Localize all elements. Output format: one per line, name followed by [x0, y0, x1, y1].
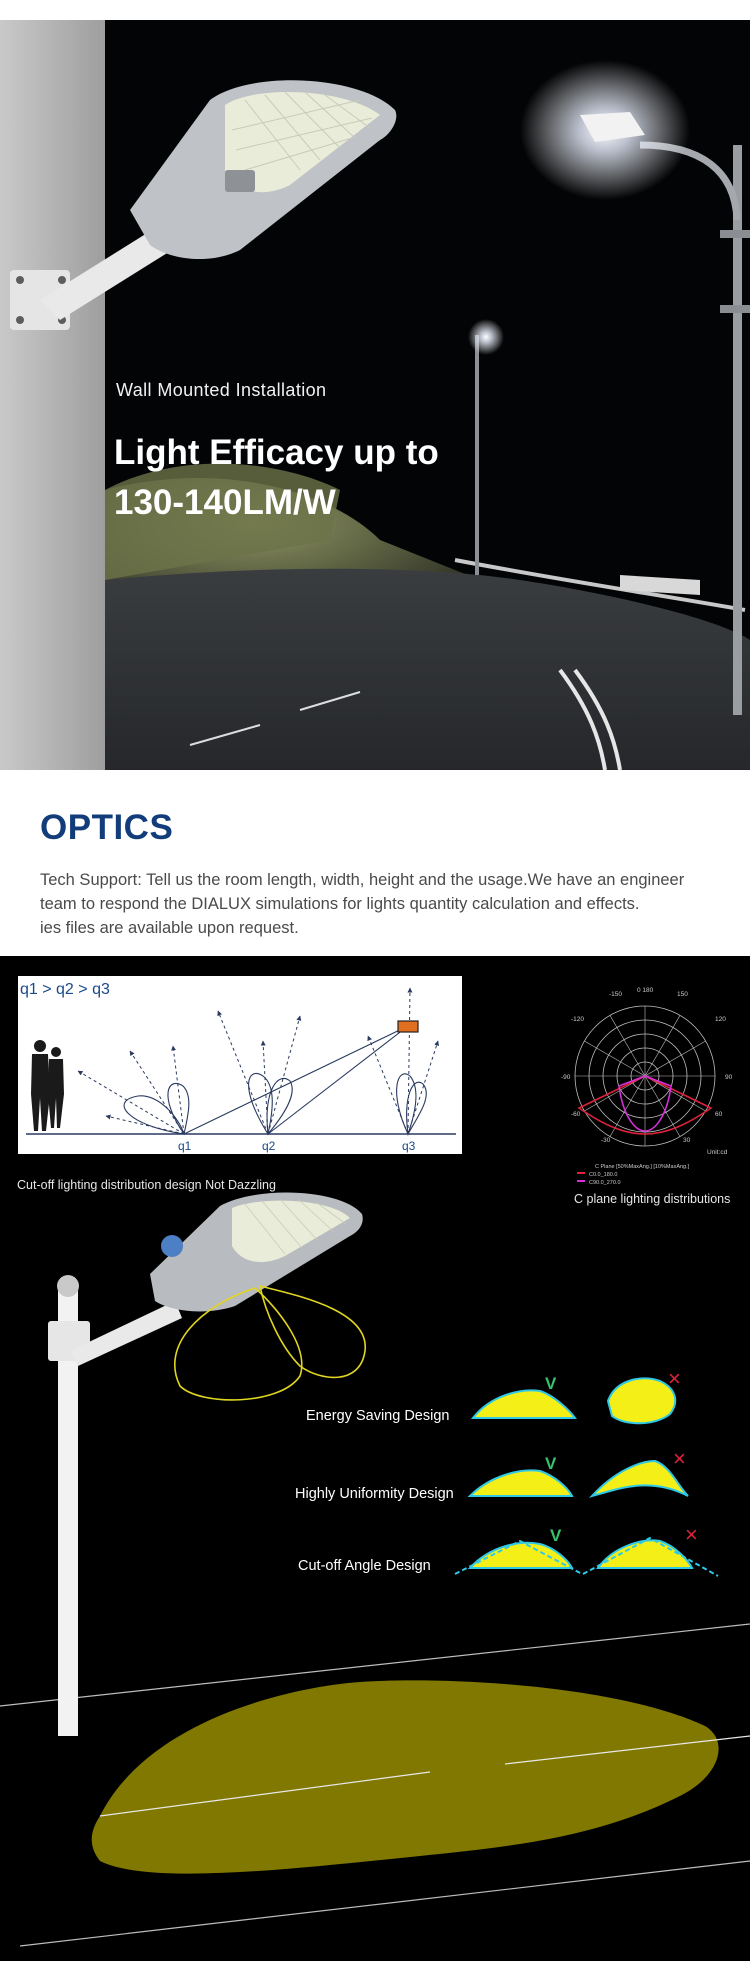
polar-angle-label: 30 — [683, 1137, 691, 1144]
point-label-q2: q2 — [262, 1139, 276, 1153]
polar-angle-label: 90 — [725, 1074, 733, 1081]
cutoff-angle-label: Cut-off Angle Design — [298, 1558, 431, 1574]
legend-swatch-c90 — [577, 1180, 585, 1182]
point-label-q1: q1 — [178, 1139, 192, 1153]
hero-banner — [0, 20, 750, 770]
check-icon: V — [550, 1526, 562, 1545]
energy-saving-label: Energy Saving Design — [306, 1408, 450, 1424]
check-icon: V — [545, 1454, 557, 1473]
diagram-caption: Cut-off lighting distribution design Not Dazzling — [17, 1178, 276, 1192]
polar-angle-label: -30 — [601, 1137, 611, 1144]
polar-chart-labels — [555, 986, 745, 1191]
people-silhouette-icon — [31, 1040, 64, 1131]
optics-diagram — [18, 976, 462, 1154]
lamp-source-icon — [398, 1021, 418, 1032]
optics-diagram-panel — [18, 976, 462, 1154]
cross-icon: × — [673, 1446, 686, 1471]
optics-line-2: team to respond the DIALUX simulations for lights quantity calculation and effects. — [40, 895, 640, 913]
check-icon: V — [545, 1374, 557, 1393]
formula-label: q1 > q2 > q3 — [20, 981, 110, 998]
polar-angle-label: 150 — [677, 991, 688, 998]
polar-legend-header: C Plane [50%MaxAng.] [10%MaxAng.] — [595, 1164, 690, 1170]
polar-caption: C plane lighting distributions — [574, 1192, 731, 1206]
hero-subtitle: Wall Mounted Installation — [116, 380, 327, 400]
polar-legend-row-c90: C90.0_270.0 — [589, 1180, 621, 1186]
hero-photo — [0, 20, 750, 770]
optics-heading: OPTICS — [40, 808, 174, 847]
polar-angle-label: -120 — [571, 1016, 585, 1023]
polar-unit-label: Unit:cd — [707, 1149, 728, 1156]
legend-swatch-c0 — [577, 1172, 585, 1174]
optics-line-1: Tech Support: Tell us the room length, width, height and the usage.We have an engineer — [40, 871, 685, 889]
polar-legend-row-c0: C0.0_180.0 — [589, 1172, 618, 1178]
optics-line-3: ies files are available upon request. — [40, 919, 299, 937]
optics-description — [40, 868, 740, 940]
polar-angle-label: 0 180 — [637, 987, 654, 994]
point-label-q3: q3 — [402, 1139, 416, 1153]
uniformity-label: Highly Uniformity Design — [295, 1486, 454, 1502]
cross-icon: × — [685, 1522, 698, 1547]
hero-title — [114, 428, 439, 528]
hero-title-line2: 130-140LM/W — [114, 483, 336, 522]
optics-illustrations — [0, 956, 750, 1961]
polar-angle-label: -90 — [561, 1074, 571, 1081]
pole-cap — [57, 1275, 79, 1297]
cross-icon: × — [668, 1366, 681, 1391]
hero-title-line1: Light Efficacy up to — [114, 433, 439, 472]
polar-angle-label: 60 — [715, 1111, 723, 1118]
polar-angle-label: 120 — [715, 1016, 726, 1023]
polar-angle-label: -60 — [571, 1111, 581, 1118]
polar-angle-label: -150 — [609, 991, 623, 998]
